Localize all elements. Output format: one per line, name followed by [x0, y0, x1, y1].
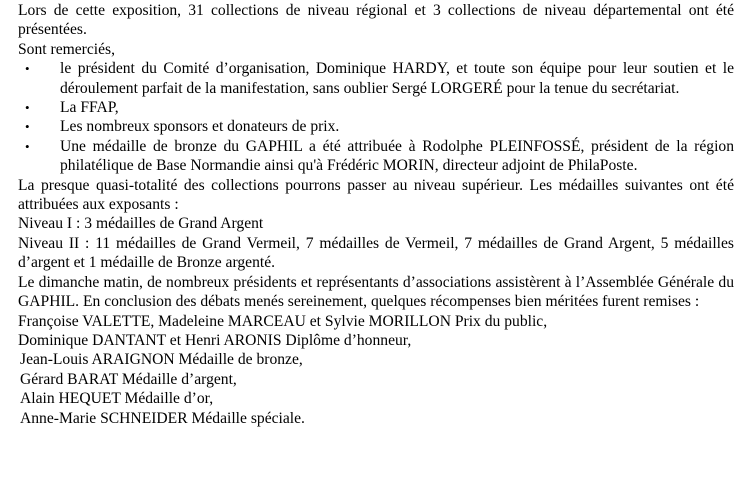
list-item-text: La FFAP, — [60, 99, 119, 117]
list-item — [18, 137, 734, 176]
award-line: Françoise VALETTE, Madeleine MARCEAU et Sylvie MORILLON Prix du public, — [18, 312, 548, 330]
list-item-text: Les nombreux sponsors et donateurs de prix. — [60, 118, 340, 136]
award-line: Dominique DANTANT et Henri ARONIS Diplôme d’honneur, — [18, 331, 412, 349]
award-line: Gérard BARAT Médaille d’argent, — [20, 370, 237, 388]
document-body — [18, 1, 734, 428]
award-line: Anne-Marie SCHNEIDER Médaille spéciale. — [20, 409, 305, 427]
award-line: Alain HEQUET Médaille d’or, — [20, 390, 214, 408]
results-intro: La presque quasi-totalité des collections pourrons passer au niveau supérieur. Les médailles suivantes ont été attribuées aux exposants : — [18, 176, 734, 214]
level-two-results: Niveau II : 11 médailles de Grand Vermeil, 7 médailles de Vermeil, 7 médailles de Grand Argent, 5 médailles d’argent et 1 médaille de Bronze argenté. — [18, 234, 734, 272]
list-item — [18, 98, 734, 117]
list-item — [18, 117, 734, 136]
level-one-results: Niveau I : 3 médailles de Grand Argent — [18, 215, 264, 233]
list-item-text: Une médaille de bronze du GAPHIL a été attribuée à Rodolphe PLEINFOSSÉ, président de la région philatélique de Base Normandie ainsi qu'à Frédéric MORIN, directeur adjoint de PhilaPoste. — [60, 137, 734, 175]
list-item-text: le président du Comité d’organisation, Dominique HARDY, et toute son équipe pour leur soutien et le déroulement parfait de la manifestation, sans oublier Sergé LORGERÉ pour la tenue du secrétariat. — [60, 60, 734, 97]
intro-paragraph: Lors de cette exposition, 31 collections de niveau régional et 3 collections de niveau départemental ont été présentées. — [18, 2, 734, 39]
bullet-icon: • — [25, 100, 30, 116]
list-item — [18, 59, 734, 98]
awards-list — [18, 312, 734, 428]
award-line: Jean-Louis ARAIGNON Médaille de bronze, — [20, 351, 303, 369]
assembly-paragraph: Le dimanche matin, de nombreux présidents et représentants d’associations assistèrent à l’Assemblée Générale du GAPHIL. En conclusion des débats menés sereinement, quelques récompenses bien méritées furent remises : — [18, 273, 734, 311]
bullet-icon: • — [25, 61, 30, 77]
thanks-list — [18, 59, 734, 175]
bullet-icon: • — [25, 138, 30, 154]
bullet-icon: • — [25, 119, 30, 135]
thanks-heading: Sont remerciés, — [18, 40, 115, 58]
